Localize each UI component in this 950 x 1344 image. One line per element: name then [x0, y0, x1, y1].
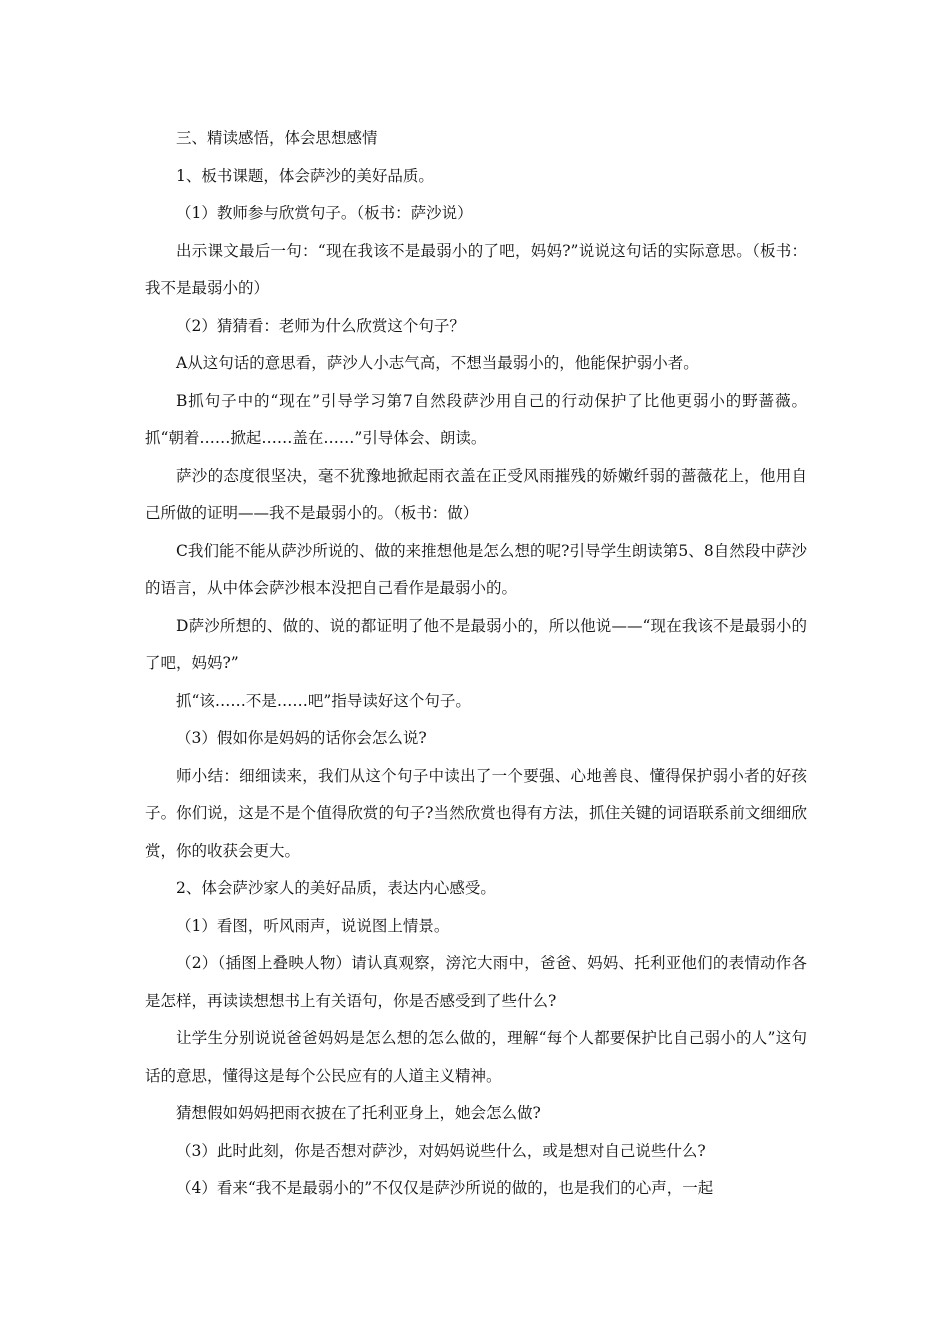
paragraph: 让学生分别说说爸爸妈妈是怎么想的怎么做的，理解“每个人都要保护比自己弱小的人”这句话的意思，懂得这是每个公民应有的人道主义精神。: [145, 1029, 807, 1085]
paragraph: A从这句话的意思看，萨沙人小志气高，不想当最弱小的，他能保护弱小者。: [176, 354, 699, 372]
paragraph: 猜想假如妈妈把雨衣披在了托利亚身上，她会怎么做?: [176, 1104, 541, 1122]
paragraph: （3）此时此刻，你是否想对萨沙，对妈妈说些什么，或是想对自己说些什么?: [176, 1141, 706, 1160]
paragraph: （4）看来“我不是最弱小的”不仅仅是萨沙所说的做的，也是我们的心声，一起: [176, 1179, 714, 1197]
paragraph: （1）看图，听风雨声，说说图上情景。: [176, 916, 450, 935]
paragraph: （3）假如你是妈妈的话你会怎么说?: [176, 729, 427, 747]
document-body: [145, 120, 807, 1208]
paragraph: （2）猜猜看：老师为什么欣赏这个句子？: [176, 316, 465, 335]
paragraph: （2）（插图上叠映人物）请认真观察，滂沱大雨中，爸爸、妈妈、托利亚他们的表情动作各是怎样，再读读想想书上有关语句，你是否感受到了些什么?: [145, 954, 807, 1010]
paragraph: 1、板书课题，体会萨沙的美好品质。: [176, 166, 434, 185]
paragraph: 师小结：细细读来，我们从这个句子中读出了一个要强、心地善良、懂得保护弱小者的好孩子。你们说，这是不是个值得欣赏的句子?当然欣赏也得有方法，抓住关键的词语联系前文细细欣赏，你的收获会更大。: [145, 766, 807, 860]
paragraph: 2、体会萨沙家人的美好品质，表达内心感受。: [176, 879, 496, 897]
paragraph: B抓句子中的“现在”引导学习第7自然段萨沙用自己的行动保护了比他更弱小的野蔷薇。抓“朝着……掀起……盖在……”引导体会、朗读。: [145, 391, 807, 447]
paragraph: 抓“该……不是……吧”指导读好这个句子。: [176, 691, 471, 710]
paragraph: （1）教师参与欣赏句子。（板书：萨沙说）: [176, 204, 473, 222]
section-heading: 三、精读感悟，体会思想感情: [176, 129, 378, 147]
paragraph: 出示课文最后一句：“现在我该不是最弱小的了吧，妈妈?”说说这句话的实际意思。（板书：我不是最弱小的）: [145, 241, 807, 297]
paragraph: 萨沙的态度很坚决，毫不犹豫地掀起雨衣盖在正受风雨摧残的娇嫩纤弱的蔷薇花上，他用自己所做的证明——我不是最弱小的。（板书：做）: [145, 466, 807, 522]
paragraph: C我们能不能从萨沙所说的、做的来推想他是怎么想的呢?引导学生朗读第5、8自然段中萨沙的语言，从中体会萨沙根本没把自己看作是最弱小的。: [145, 541, 807, 597]
paragraph: D萨沙所想的、做的、说的都证明了他不是最弱小的，所以他说——“现在我该不是最弱小的了吧，妈妈?”: [145, 616, 807, 672]
